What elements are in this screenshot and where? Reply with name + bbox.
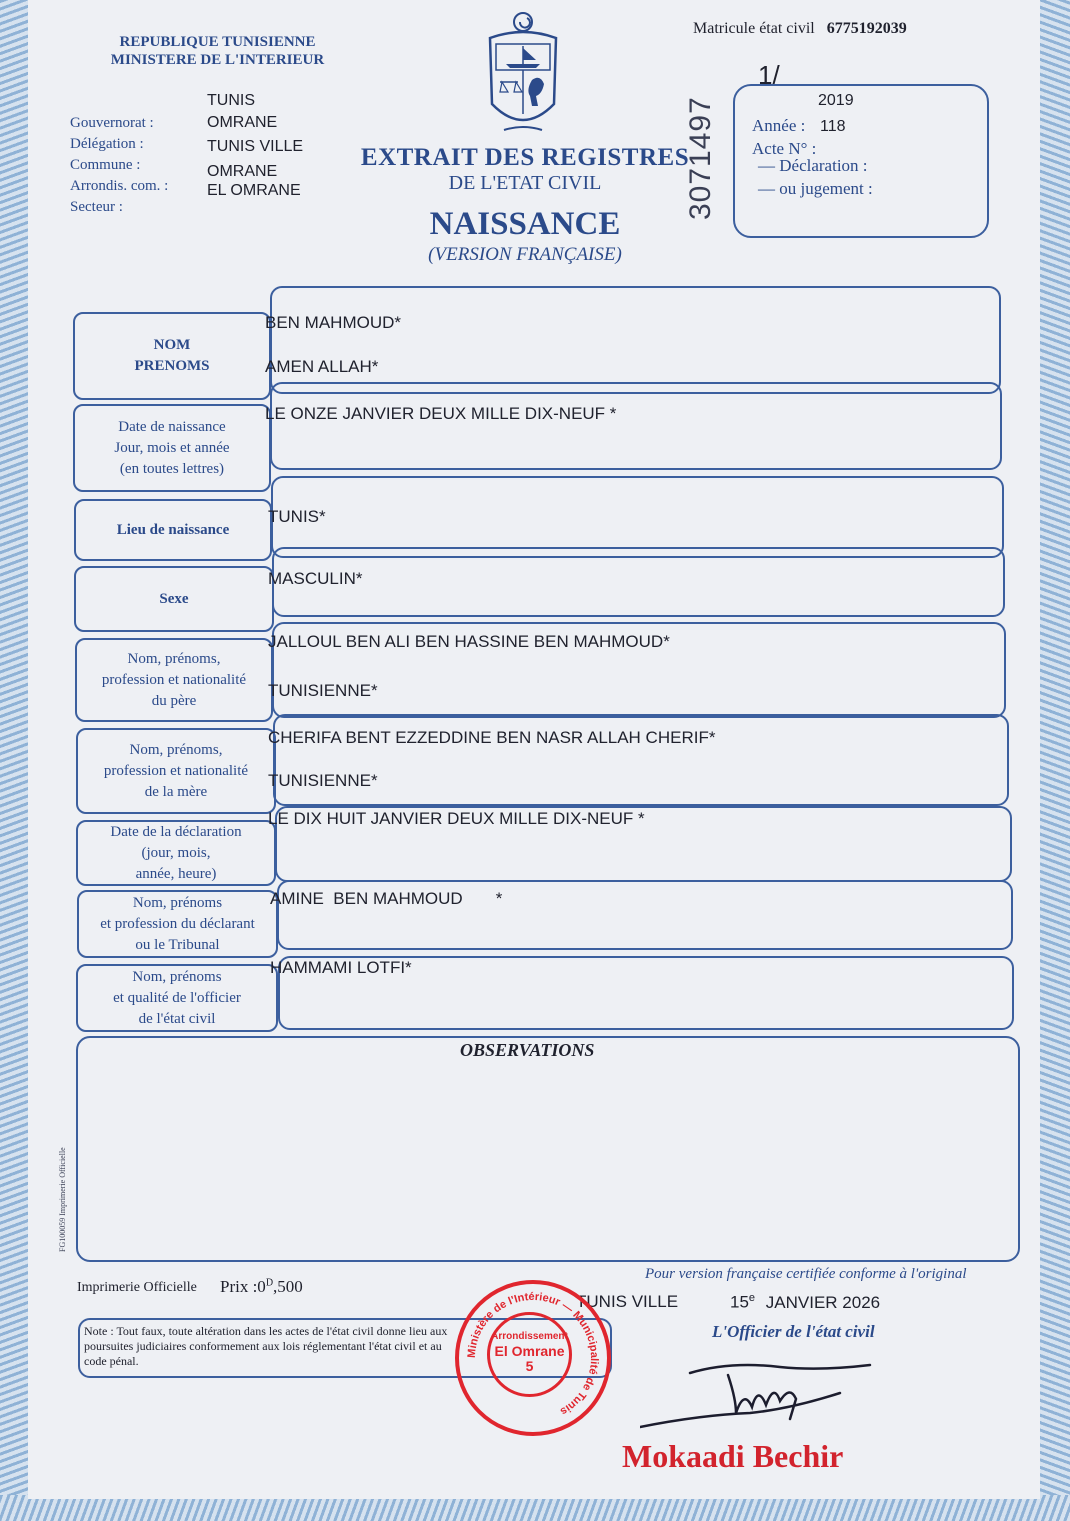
date-declaration-label: Date de la déclaration (jour, mois, année, heure) — [76, 820, 276, 886]
acte-year-value: 2019 — [818, 92, 854, 109]
matricule-value: 6775192039 — [826, 20, 907, 37]
pere-nationalite-value: TUNISIENNE* — [268, 681, 378, 700]
date-naissance-value: LE ONZE JANVIER DEUX MILLE DIX-NEUF * — [265, 404, 617, 423]
nom-prenoms-box — [270, 286, 1001, 394]
guilloche-border-right — [1040, 0, 1070, 1521]
arrondissement-value: OMRANE — [207, 163, 278, 180]
gouvernorat-value: TUNIS — [207, 92, 255, 109]
stamp-line1: Arrondissement — [491, 1331, 568, 1342]
nom-value: BEN MAHMOUD* — [265, 313, 402, 332]
extract-title: EXTRAIT DES REGISTRES — [360, 144, 690, 171]
issue-day-sup: e — [748, 1292, 756, 1304]
issue-day: 15 — [730, 1292, 749, 1312]
matricule-label: Matricule état civil — [693, 20, 815, 37]
officer-title: L'Officier de l'état civil — [712, 1322, 875, 1341]
version-label: (VERSION FRANÇAISE) — [428, 244, 622, 265]
stamp-line2: El Omrane — [494, 1343, 565, 1359]
prix-value: ,500 — [273, 1277, 303, 1296]
delegation-label: Délégation : — [70, 136, 144, 152]
observations-box — [76, 1036, 1020, 1262]
printer-reference: FG100059 Imprimerie Officielle — [58, 1147, 67, 1252]
acte-top-mark: 1/ — [758, 60, 780, 90]
date-naissance-label-text: Date de naissance Jour, mois et année (en toutes lettres) — [114, 418, 230, 477]
commune-label: Commune : — [70, 157, 141, 173]
republic-heading: REPUBLIQUE TUNISIENNE — [119, 34, 316, 50]
issue-place: TUNIS VILLE — [576, 1292, 679, 1311]
stamp-center — [487, 1312, 572, 1397]
issue-month-year: JANVIER 2026 — [765, 1292, 881, 1312]
note-text: Note : Tout faux, toute altération dans les actes de l'état civil donne lieu aux poursuites judiciaires conformement aux lois réglementant l'état civil et au code pénal. — [84, 1324, 448, 1368]
pere-nom-value: JALLOUL BEN ALI BEN HASSINE BEN MAHMOUD* — [268, 632, 670, 651]
prix-sup: D — [265, 1277, 274, 1289]
delegation-value: OMRANE — [207, 114, 278, 131]
mere-nom-value: CHERIFA BENT EZZEDDINE BEN NASR ALLAH CHERIF* — [268, 728, 716, 747]
nom-prenoms-label: NOM PRENOMS — [73, 312, 271, 400]
declarant-label: Nom, prénoms et profession du déclarant ou le Tribunal — [77, 890, 278, 958]
date-declaration-value: LE DIX HUIT JANVIER DEUX MILLE DIX-NEUF * — [268, 809, 645, 828]
matricule — [693, 20, 907, 38]
pere-label: Nom, prénoms, profession et nationalité du père — [75, 638, 273, 722]
guilloche-border-left — [0, 0, 30, 1521]
gouvernorat-label: Gouvernorat : — [70, 115, 154, 131]
stamp-line3: 5 — [525, 1358, 534, 1374]
commune-value: TUNIS VILLE — [207, 138, 304, 155]
coat-of-arms-icon — [482, 8, 564, 138]
acte-number-label: Acte N° : — [752, 139, 817, 158]
jugement-label: — ou jugement : — [758, 179, 873, 198]
lieu-naissance-label: Lieu de naissance — [74, 499, 272, 561]
observations-title: OBSERVATIONS — [460, 1040, 595, 1060]
sexe-label: Sexe — [74, 566, 274, 632]
official-stamp — [455, 1280, 611, 1436]
declaration-label: — Déclaration : — [758, 156, 868, 175]
officier-label: Nom, prénoms et qualité de l'officier de l'état civil — [76, 964, 278, 1032]
prix — [220, 1277, 303, 1297]
prix-label: Prix :0 — [220, 1277, 266, 1296]
annee-value: 118 — [820, 118, 846, 135]
secteur-label: Secteur : — [70, 199, 123, 215]
prenoms-value: AMEN ALLAH* — [265, 357, 379, 376]
ministry-heading: MINISTERE DE L'INTERIEUR — [110, 52, 325, 68]
mere-label: Nom, prénoms, profession et nationalité de la mère — [76, 728, 276, 814]
handwritten-signature — [640, 1355, 880, 1435]
location-labels — [70, 113, 168, 218]
stamp-ring-text: Ministère de l'Intérieur — Municipalité de Tunis — [465, 1290, 601, 1418]
lieu-naissance-box — [271, 476, 1004, 558]
sexe-box — [272, 547, 1005, 617]
serial-number: 3071497 — [684, 96, 717, 220]
imprimerie-label: Imprimerie Officielle — [77, 1280, 197, 1295]
certified-text: Pour version française certifiée conforme à l'original — [645, 1266, 967, 1282]
date-naissance-label — [73, 404, 271, 492]
signatory-name: Mokaadi Bechir — [622, 1438, 844, 1474]
mere-nationalite-value: TUNISIENNE* — [268, 771, 378, 790]
extract-subtitle: DE L'ETAT CIVIL — [448, 172, 602, 194]
issue-date — [730, 1292, 880, 1313]
arrondissement-label: Arrondis. com. : — [70, 178, 169, 194]
declarant-value: AMINE BEN MAHMOUD * — [270, 889, 503, 908]
lieu-naissance-value: TUNIS* — [268, 507, 326, 526]
officier-value: HAMMAMI LOTFI* — [270, 958, 412, 977]
secteur-value: EL OMRANE — [207, 182, 301, 199]
naissance-title: NAISSANCE — [429, 206, 621, 242]
sexe-value: MASCULIN* — [268, 569, 363, 588]
date-naissance-box — [270, 382, 1002, 470]
annee-label: Année : — [752, 116, 806, 135]
